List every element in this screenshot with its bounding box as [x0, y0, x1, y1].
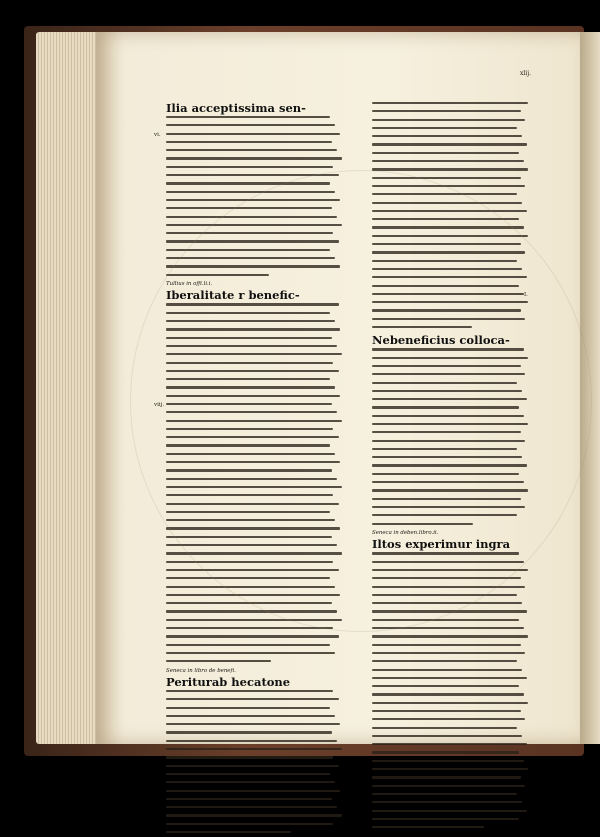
text-line	[166, 274, 344, 280]
text-line	[166, 216, 344, 222]
text-line	[166, 627, 344, 633]
text-line	[372, 619, 530, 625]
text-line	[372, 415, 530, 421]
text-line	[372, 594, 530, 600]
text-line	[166, 133, 344, 139]
text-line	[166, 453, 344, 459]
text-line	[166, 660, 344, 666]
text-line	[372, 431, 530, 437]
text-line	[166, 386, 344, 392]
text-line	[166, 224, 344, 230]
subhead-3: Seneca in deben.libro.ii.	[372, 529, 439, 536]
text-line	[166, 157, 344, 163]
text-line	[372, 318, 530, 324]
text-line	[372, 119, 530, 125]
text-line	[166, 486, 344, 492]
text-line	[166, 707, 344, 713]
subhead-1: Tullius in offi.li.i.	[166, 280, 213, 287]
text-line	[372, 685, 530, 691]
text-line	[166, 420, 344, 426]
text-line	[166, 635, 344, 641]
text-line	[166, 652, 344, 658]
text-line	[372, 160, 530, 166]
text-line	[372, 152, 530, 158]
text-line	[166, 561, 344, 567]
text-line	[372, 373, 530, 379]
text-line	[166, 740, 344, 746]
text-line	[166, 494, 344, 500]
text-column-left	[166, 100, 344, 689]
text-line	[166, 124, 344, 130]
heading-2: Iberalitate r benefic-	[166, 288, 300, 303]
text-line	[372, 718, 530, 724]
text-line	[372, 235, 530, 241]
text-line	[372, 826, 530, 832]
text-line	[372, 243, 530, 249]
text-line	[372, 677, 530, 683]
folio-number: xlij.	[520, 70, 531, 77]
text-line	[372, 135, 530, 141]
text-line	[372, 552, 530, 558]
text-line	[166, 536, 344, 542]
text-line	[166, 182, 344, 188]
text-block-5	[372, 348, 530, 529]
text-line	[372, 185, 530, 191]
text-line	[372, 710, 530, 716]
text-line	[372, 202, 530, 208]
text-line	[372, 801, 530, 807]
text-line	[372, 635, 530, 641]
text-line	[372, 456, 530, 462]
text-line	[166, 527, 344, 533]
text-line	[372, 702, 530, 708]
text-line	[166, 444, 344, 450]
facing-page-edge	[580, 32, 600, 744]
text-line	[166, 328, 344, 334]
text-line	[166, 552, 344, 558]
text-line	[372, 251, 530, 257]
text-line	[372, 586, 530, 592]
subhead-2: Seneca in libro de benefi.	[166, 667, 236, 674]
text-line	[166, 511, 344, 517]
text-line	[166, 698, 344, 704]
text-line	[166, 503, 344, 509]
text-line	[372, 785, 530, 791]
text-line	[166, 723, 344, 729]
text-line	[372, 440, 530, 446]
text-line	[372, 506, 530, 512]
text-line	[372, 143, 530, 149]
text-line	[372, 810, 530, 816]
text-line	[372, 818, 530, 824]
text-line	[166, 240, 344, 246]
text-line	[372, 569, 530, 575]
text-line	[166, 207, 344, 213]
text-line	[372, 514, 530, 520]
text-line	[166, 199, 344, 205]
text-line	[166, 362, 344, 368]
text-line	[166, 577, 344, 583]
text-line	[166, 191, 344, 197]
text-line	[372, 768, 530, 774]
text-line	[372, 276, 530, 282]
text-line	[166, 569, 344, 575]
margin-marker-3: I.	[524, 292, 528, 298]
text-line	[372, 693, 530, 699]
text-line	[372, 218, 530, 224]
text-line	[166, 249, 344, 255]
text-block-6	[372, 552, 530, 832]
text-line	[166, 831, 344, 837]
text-line	[166, 765, 344, 771]
text-line	[166, 790, 344, 796]
text-line	[166, 469, 344, 475]
text-line	[372, 669, 530, 675]
text-line	[166, 174, 344, 180]
text-line	[372, 561, 530, 567]
text-line	[372, 627, 530, 633]
text-line	[166, 602, 344, 608]
text-line	[372, 177, 530, 183]
text-line	[166, 773, 344, 779]
text-line	[166, 395, 344, 401]
text-line	[166, 731, 344, 737]
text-line	[166, 320, 344, 326]
text-line	[372, 285, 530, 291]
text-line	[166, 610, 344, 616]
text-line	[372, 448, 530, 454]
text-line	[372, 577, 530, 583]
text-line	[166, 353, 344, 359]
text-block-2	[166, 303, 344, 666]
text-line	[166, 428, 344, 434]
text-line	[166, 814, 344, 820]
text-line	[166, 806, 344, 812]
text-line	[372, 127, 530, 133]
margin-marker-2: viij.	[154, 402, 165, 408]
text-line	[372, 193, 530, 199]
text-line	[166, 403, 344, 409]
text-line	[372, 102, 530, 108]
text-line	[372, 602, 530, 608]
text-line	[372, 260, 530, 266]
text-line	[372, 406, 530, 412]
text-line	[372, 210, 530, 216]
text-line	[372, 660, 530, 666]
text-line	[372, 382, 530, 388]
text-line	[372, 268, 530, 274]
text-line	[372, 301, 530, 307]
text-line	[372, 793, 530, 799]
text-column-right	[372, 100, 530, 648]
text-line	[166, 370, 344, 376]
text-line	[372, 743, 530, 749]
text-line	[166, 166, 344, 172]
text-line	[166, 619, 344, 625]
text-line	[372, 498, 530, 504]
text-line	[166, 378, 344, 384]
text-block-3	[166, 690, 344, 837]
text-line	[166, 544, 344, 550]
text-line	[372, 326, 530, 332]
margin-marker-1: vi.	[154, 132, 161, 138]
text-line	[372, 293, 530, 299]
text-line	[372, 168, 530, 174]
text-line	[372, 610, 530, 616]
text-line	[372, 365, 530, 371]
text-line	[166, 594, 344, 600]
text-line	[372, 735, 530, 741]
text-line	[166, 149, 344, 155]
text-line	[372, 760, 530, 766]
text-line	[166, 748, 344, 754]
text-line	[166, 337, 344, 343]
text-block-4	[372, 102, 530, 332]
text-line	[372, 489, 530, 495]
text-line	[372, 348, 530, 354]
text-line	[372, 309, 530, 315]
heading-1: Ilia acceptissima sen-	[166, 101, 306, 115]
text-line	[166, 257, 344, 263]
text-line	[372, 481, 530, 487]
text-line	[372, 727, 530, 733]
text-line	[166, 141, 344, 147]
text-line	[372, 776, 530, 782]
text-line	[166, 644, 344, 650]
text-line	[166, 715, 344, 721]
text-line	[166, 116, 344, 122]
text-line	[372, 751, 530, 757]
text-line	[166, 461, 344, 467]
text-line	[166, 436, 344, 442]
text-line	[372, 357, 530, 363]
heading-3: Periturab hecatone	[166, 675, 291, 689]
text-line	[166, 781, 344, 787]
text-line	[166, 756, 344, 762]
text-line	[166, 303, 344, 309]
text-line	[372, 110, 530, 116]
text-line	[372, 652, 530, 658]
text-line	[372, 423, 530, 429]
text-line	[166, 478, 344, 484]
text-line	[166, 232, 344, 238]
text-line	[166, 345, 344, 351]
text-line	[372, 226, 530, 232]
text-line	[372, 464, 530, 470]
heading-5: Iltos experimur ingra	[372, 537, 511, 552]
text-line	[166, 519, 344, 525]
text-line	[166, 411, 344, 417]
text-line	[372, 473, 530, 479]
text-line	[372, 390, 530, 396]
text-line	[372, 523, 530, 529]
heading-4: Nebeneficius colloca-	[372, 333, 510, 348]
text-line	[166, 265, 344, 271]
text-line	[166, 798, 344, 804]
text-line	[166, 586, 344, 592]
text-line	[166, 312, 344, 318]
text-line	[372, 398, 530, 404]
text-line	[372, 644, 530, 650]
text-block-1	[166, 116, 344, 280]
text-line	[166, 823, 344, 829]
text-line	[166, 690, 344, 696]
